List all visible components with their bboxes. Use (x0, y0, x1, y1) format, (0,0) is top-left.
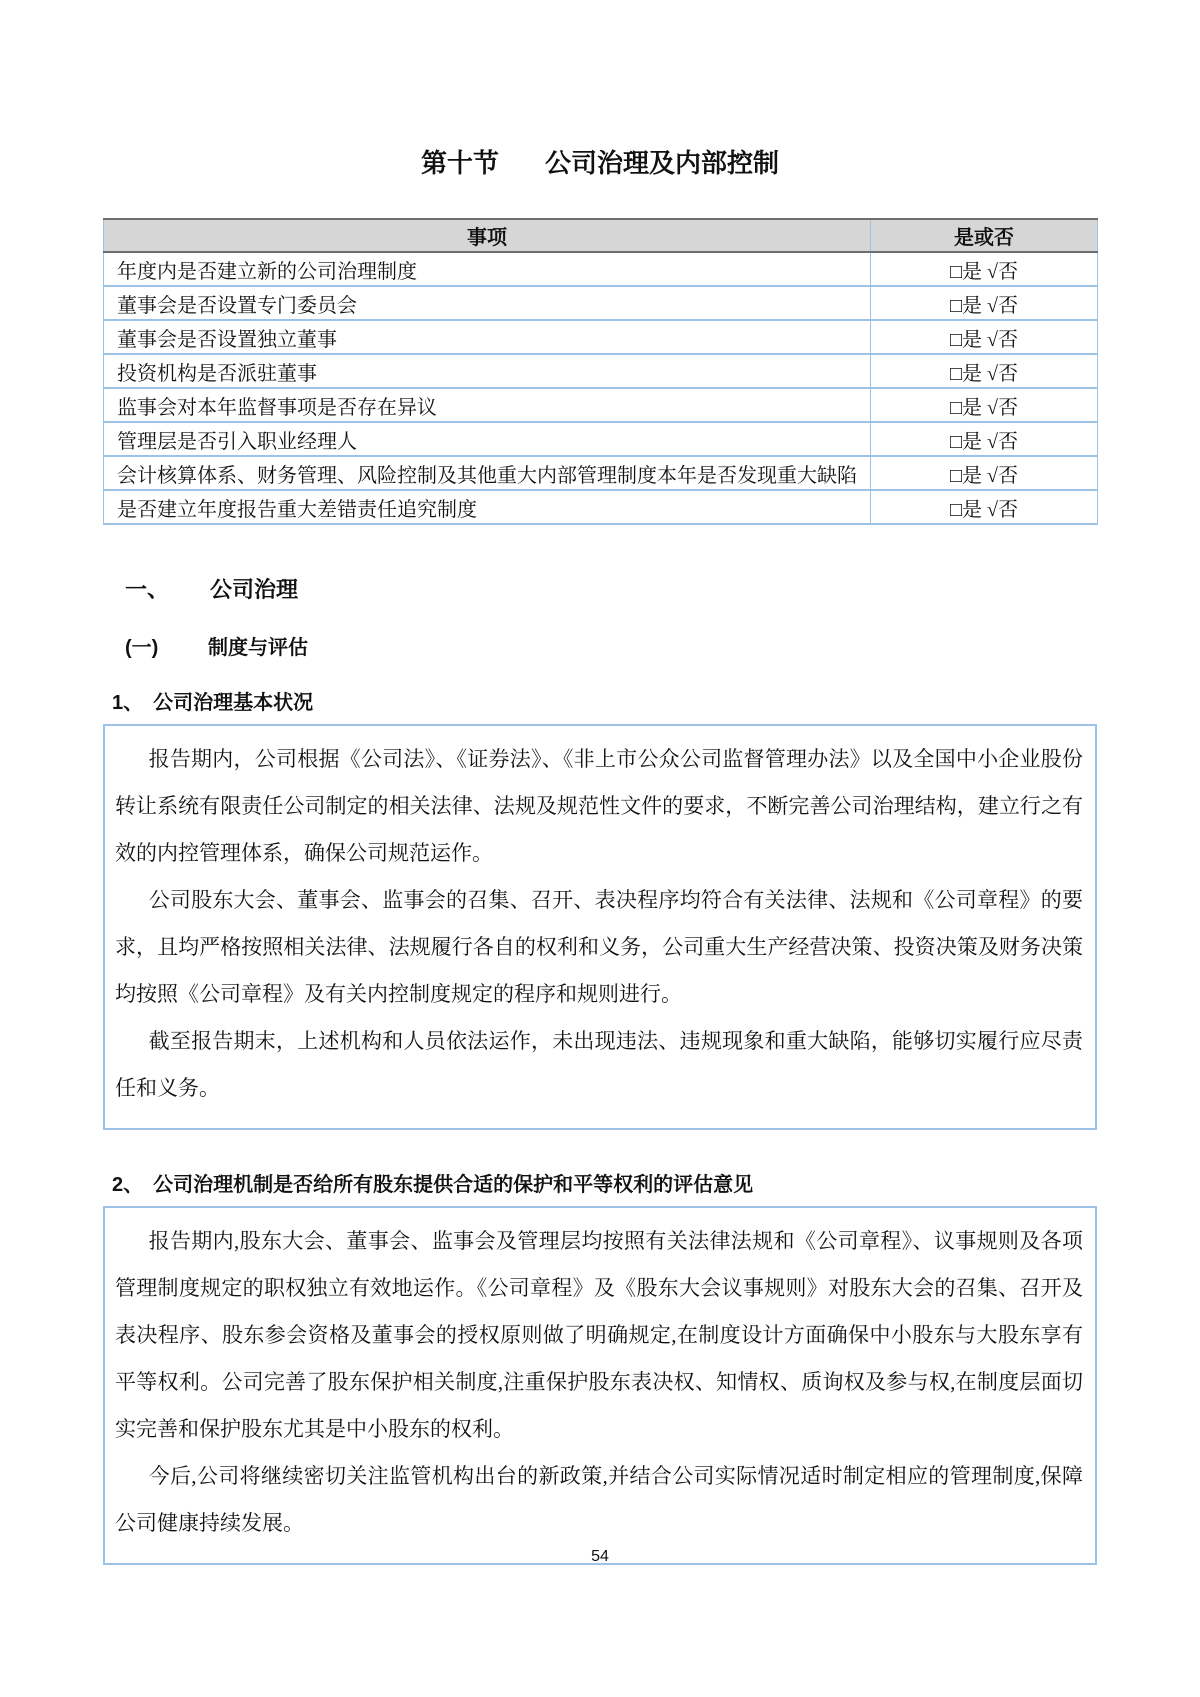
table-row (104, 286, 1098, 320)
paragraph: 报告期内，公司根据《公司法》、《证券法》、《非上市公众公司监督管理办法》以及全国中小企业股份转让系统有限责任公司制定的相关法律、法规及规范性文件的要求，不断完善公司治理结构，建立行之有效的内控管理体系，确保公司规范运作。 (115, 747, 1083, 865)
table-header-row (104, 219, 1098, 252)
table-row (104, 354, 1098, 388)
column-header-yes-no: 是或否 (871, 219, 1098, 252)
paragraph: 今后,公司将继续密切关注监管机构出台的新政策,并结合公司实际情况适时制定相应的管理制度,保障公司健康持续发展。 (115, 1464, 1083, 1535)
section-number: 一、 (125, 577, 170, 602)
item-title: 公司治理基本状况 (153, 692, 314, 714)
table-row (104, 252, 1098, 286)
paragraph: 报告期内,股东大会、董事会、监事会及管理层均按照有关法律法规和《公司章程》、议事规则及各项管理制度规定的职权独立有效地运作。《公司章程》及《股东大会议事规则》对股东大会的召集、召开及表决程序、股东参会资格及董事会的授权原则做了明确规定,在制度设计方面确保中小股东与大股东享有平等权利。公司完善了股东保护相关制度,注重保护股东表决权、知情权、质询权及参与权,在制度层面切实完善和保护股东尤其是中小股东的权利。 (115, 1229, 1083, 1441)
page-number: 54 (591, 1548, 609, 1565)
yes-no-answer: □是 √否 (871, 456, 1098, 490)
item-cell: 会计核算体系、财务管理、风险控制及其他重大内部管理制度本年是否发现重大缺陷 (104, 456, 871, 490)
paragraph: 截至报告期末，上述机构和人员依法运作，未出现违法、违规现象和重大缺陷，能够切实履行应尽责任和义务。 (115, 1029, 1083, 1100)
yes-no-answer: □是 √否 (871, 252, 1098, 286)
item-cell: 董事会是否设置独立董事 (104, 320, 871, 354)
section-heading-governance (103, 573, 1097, 604)
table-row (104, 320, 1098, 354)
item-cell: 监事会对本年监督事项是否存在异议 (104, 388, 871, 422)
table-row (104, 490, 1098, 524)
yes-no-answer: □是 √否 (871, 388, 1098, 422)
governance-yes-no-table (103, 218, 1098, 525)
yes-no-answer: □是 √否 (871, 422, 1098, 456)
table-row (104, 422, 1098, 456)
page-content (0, 145, 1200, 1565)
subsection-heading-system-evaluation (103, 631, 1097, 660)
table-row (104, 388, 1098, 422)
subsection-title: 制度与评估 (208, 637, 308, 659)
item-number: 1、 (112, 692, 144, 714)
section-title: 公司治理 (210, 577, 299, 602)
yes-no-answer: □是 √否 (871, 286, 1098, 320)
column-header-item: 事项 (104, 219, 871, 252)
shareholder-protection-text-box (103, 1206, 1097, 1565)
yes-no-answer: □是 √否 (871, 320, 1098, 354)
item-cell: 董事会是否设置专门委员会 (104, 286, 871, 320)
item-cell: 年度内是否建立新的公司治理制度 (104, 252, 871, 286)
item-number: 2、 (112, 1174, 144, 1196)
document-title-text: 公司治理及内部控制 (545, 148, 780, 178)
document-title-section-number: 第十节 (420, 148, 499, 178)
item-title: 公司治理机制是否给所有股东提供合适的保护和平等权利的评估意见 (153, 1174, 754, 1196)
yes-no-answer: □是 √否 (871, 490, 1098, 524)
yes-no-answer: □是 √否 (871, 354, 1098, 388)
paragraph: 公司股东大会、董事会、监事会的召集、召开、表决程序均符合有关法律、法规和《公司章程》的要求，且均严格按照相关法律、法规履行各自的权利和义务，公司重大生产经营决策、投资决策及财务决策均按照《公司章程》及有关内控制度规定的程序和规则进行。 (115, 888, 1083, 1006)
item-cell: 管理层是否引入职业经理人 (104, 422, 871, 456)
item-heading-governance-basic-status (103, 686, 1097, 715)
governance-status-text-box (103, 724, 1097, 1130)
subsection-number: (一) (125, 637, 159, 659)
item-heading-shareholder-protection-evaluation (103, 1168, 1097, 1197)
document-title (103, 145, 1097, 181)
item-cell: 是否建立年度报告重大差错责任追究制度 (104, 490, 871, 524)
item-cell: 投资机构是否派驻董事 (104, 354, 871, 388)
table-row (104, 456, 1098, 490)
